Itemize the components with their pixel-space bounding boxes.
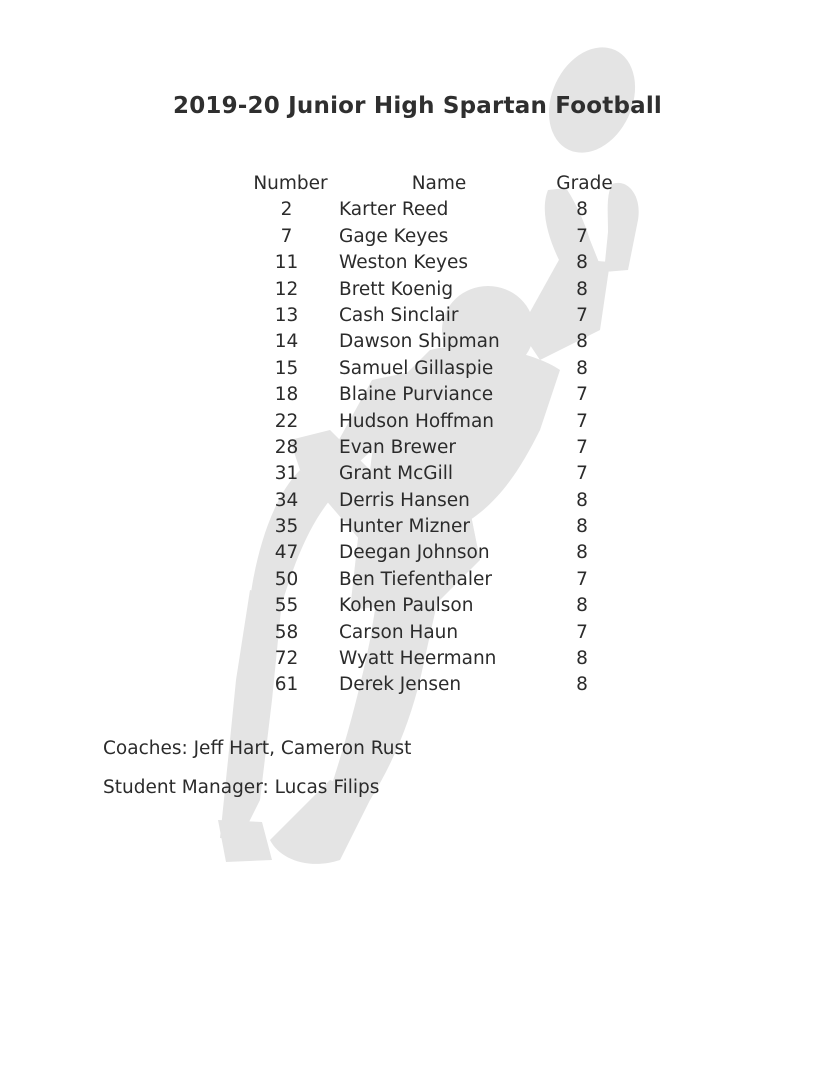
player-grade: 7 (576, 436, 588, 458)
player-name: Hunter Mizner (339, 516, 471, 538)
player-name: Derek Jensen (339, 674, 462, 696)
student-manager-line: Student Manager: Lucas Filips (103, 777, 380, 798)
table-row (240, 514, 640, 540)
player-number: 72 (274, 648, 299, 670)
player-name: Hudson Hoffman (339, 410, 495, 432)
page-title: 2019-20 Junior High Spartan Football (172, 93, 662, 119)
player-name: Blaine Purviance (339, 384, 494, 406)
player-name: Carson Haun (339, 621, 459, 643)
player-number: 18 (274, 384, 299, 406)
player-grade: 8 (576, 357, 588, 379)
table-row (240, 646, 640, 672)
player-number: 61 (274, 674, 299, 696)
table-row (240, 197, 640, 223)
player-number: 22 (274, 410, 299, 432)
player-grade: 8 (576, 331, 588, 353)
player-number: 15 (274, 357, 299, 379)
player-grade: 8 (576, 489, 588, 511)
player-number: 7 (280, 225, 293, 247)
player-grade: 8 (576, 648, 588, 670)
roster-table (240, 171, 640, 699)
table-row (240, 672, 640, 698)
table-row (240, 356, 640, 382)
player-grade: 7 (576, 304, 588, 326)
header-grade: Grade (556, 173, 613, 194)
player-name: Dawson Shipman (339, 331, 500, 353)
player-name: Karter Reed (339, 199, 449, 221)
table-row (240, 435, 640, 461)
player-number: 28 (274, 436, 299, 458)
player-grade: 7 (576, 410, 588, 432)
player-number: 34 (274, 489, 299, 511)
player-grade: 8 (576, 595, 588, 617)
header-name: Name (411, 173, 467, 194)
player-name: Samuel Gillaspie (339, 357, 494, 379)
player-number: 13 (274, 304, 299, 326)
roster-header-row (240, 171, 640, 197)
player-number: 55 (274, 595, 299, 617)
table-row (240, 277, 640, 303)
player-number: 2 (280, 199, 293, 221)
player-grade: 7 (576, 621, 588, 643)
player-name: Weston Keyes (339, 252, 468, 274)
player-grade: 7 (576, 225, 588, 247)
player-name: Deegan Johnson (339, 542, 490, 564)
player-name: Gage Keyes (339, 225, 449, 247)
player-number: 35 (274, 516, 299, 538)
table-row (240, 540, 640, 566)
player-name: Wyatt Heermann (339, 648, 497, 670)
player-number: 31 (274, 463, 299, 485)
player-number: 47 (274, 542, 299, 564)
table-row (240, 250, 640, 276)
table-row (240, 382, 640, 408)
table-row (240, 488, 640, 514)
roster-rows (240, 197, 640, 698)
table-row (240, 593, 640, 619)
table-row (240, 461, 640, 487)
player-grade: 8 (576, 278, 588, 300)
player-grade: 7 (576, 384, 588, 406)
player-name: Cash Sinclair (339, 304, 459, 326)
player-number: 12 (274, 278, 299, 300)
player-number: 50 (274, 568, 299, 590)
table-row (240, 567, 640, 593)
player-grade: 7 (576, 463, 588, 485)
player-name: Evan Brewer (339, 436, 456, 458)
player-grade: 8 (576, 542, 588, 564)
player-number: 58 (274, 621, 299, 643)
player-number: 14 (274, 331, 299, 353)
coaches-line: Coaches: Jeff Hart, Cameron Rust (103, 738, 412, 759)
player-number: 11 (274, 252, 299, 274)
table-row (240, 329, 640, 355)
player-name: Grant McGill (339, 463, 454, 485)
table-row (240, 620, 640, 646)
player-grade: 8 (576, 516, 588, 538)
player-name: Ben Tiefenthaler (339, 568, 492, 590)
player-grade: 7 (576, 568, 588, 590)
player-name: Brett Koenig (339, 278, 454, 300)
table-row (240, 224, 640, 250)
table-row (240, 303, 640, 329)
header-number: Number (253, 173, 328, 194)
player-grade: 8 (576, 252, 588, 274)
player-name: Kohen Paulson (339, 595, 474, 617)
table-row (240, 409, 640, 435)
player-grade: 8 (576, 199, 588, 221)
player-name: Derris Hansen (339, 489, 470, 511)
player-grade: 8 (576, 674, 588, 696)
